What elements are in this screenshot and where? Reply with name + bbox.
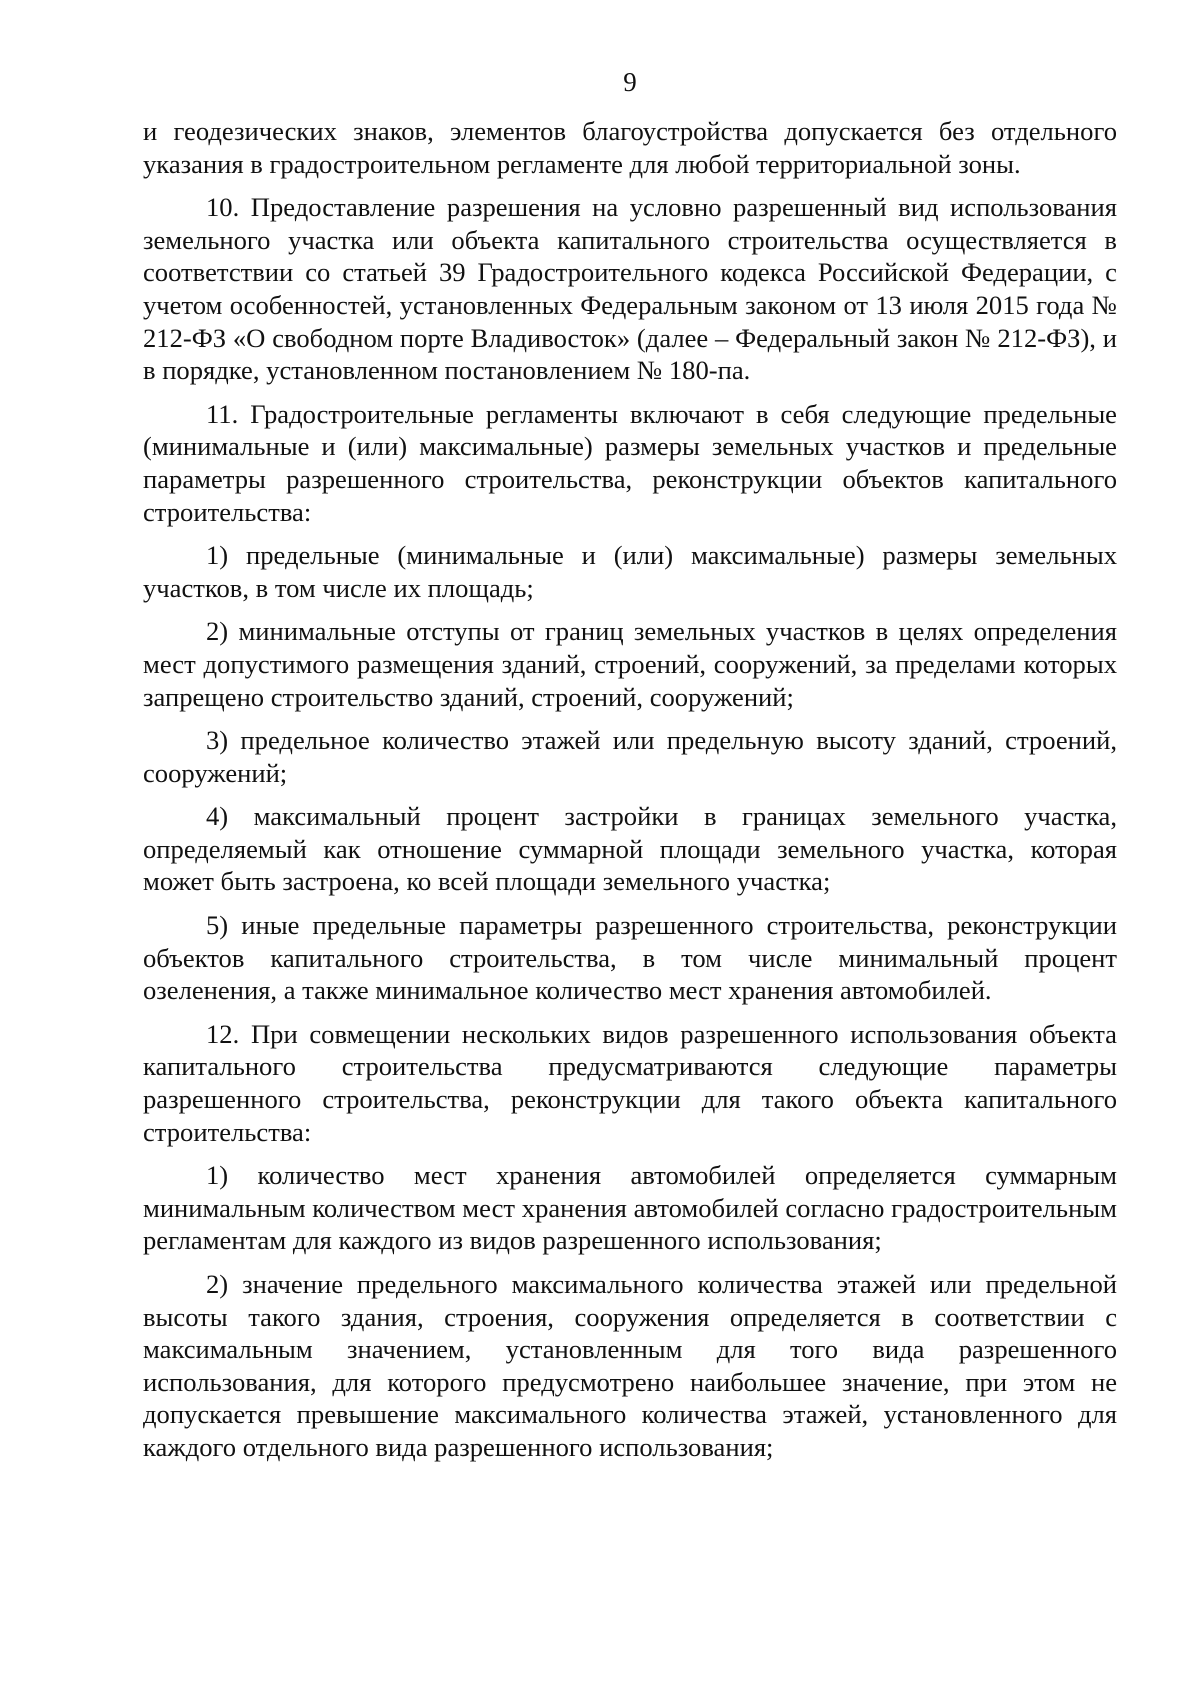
paragraph-item-10: 10. Предоставление разрешения на условно разрешенный вид использования земельного участка или объекта капитального строительства осуществляется в соответствии со статьей 39 Градостроительного кодекса Российской Федерации, с учетом особенностей, установленных Федеральным законом от 13 июля 2015 года № 212-ФЗ «О свободном порте Владивосток» (далее – Федеральный закон № 212-ФЗ), и в порядке, установленном постановлением № 180-па. <box>143 192 1117 386</box>
paragraph-continuation: и геодезических знаков, элементов благоустройства допускается без отдельного указания в градостроительном регламенте для любой территориальной зоны. <box>143 116 1117 179</box>
paragraph-11-subitem-2: 2) минимальные отступы от границ земельных участков в целях определения мест допустимого размещения зданий, строений, сооружений, за пределами которых запрещено строительство зданий, строений, сооружений; <box>143 616 1117 712</box>
paragraph-12-subitem-1: 1) количество мест хранения автомобилей определяется суммарным минимальным количеством мест хранения автомобилей согласно градостроительным регламентам для каждого из видов разрешенного использования; <box>143 1160 1117 1256</box>
paragraph-12-subitem-2: 2) значение предельного максимального количества этажей или предельной высоты такого здания, строения, сооружения определяется в соответствии с максимальным значением, установленным для того вида разрешенного использования, для которого предусмотрено наибольшее значение, при этом не допускается превышение максимального количества этажей, установленного для каждого отдельного вида разрешенного использования; <box>143 1269 1117 1462</box>
paragraph-11-subitem-1: 1) предельные (минимальные и (или) максимальные) размеры земельных участков, в том числе их площадь; <box>143 540 1117 603</box>
paragraph-item-11: 11. Градостроительные регламенты включают в себя следующие предельные (минимальные и (или) максимальные) размеры земельных участков и предельные параметры разрешенного строительства, реконструкции объектов капитального строительства: <box>143 398 1117 527</box>
paragraph-11-subitem-4: 4) максимальный процент застройки в границах земельного участка, определяемый как отношение суммарной площади земельного участка, которая может быть застроена, ко всей площади земельного участка; <box>143 801 1117 897</box>
paragraph-11-subitem-5: 5) иные предельные параметры разрешенного строительства, реконструкции объектов капитального строительства, в том числе минимальный процент озеленения, а также минимальное количество мест хранения автомобилей. <box>143 910 1117 1006</box>
document-body <box>143 115 1117 1475</box>
page-number: 9 <box>623 67 637 97</box>
paragraph-11-subitem-3: 3) предельное количество этажей или предельную высоту зданий, строений, сооружений; <box>143 725 1117 788</box>
paragraph-item-12: 12. При совмещении нескольких видов разрешенного использования объекта капитального строительства предусматриваются следующие параметры разрешенного строительства, реконструкции для такого объекта капитального строительства: <box>143 1018 1117 1147</box>
